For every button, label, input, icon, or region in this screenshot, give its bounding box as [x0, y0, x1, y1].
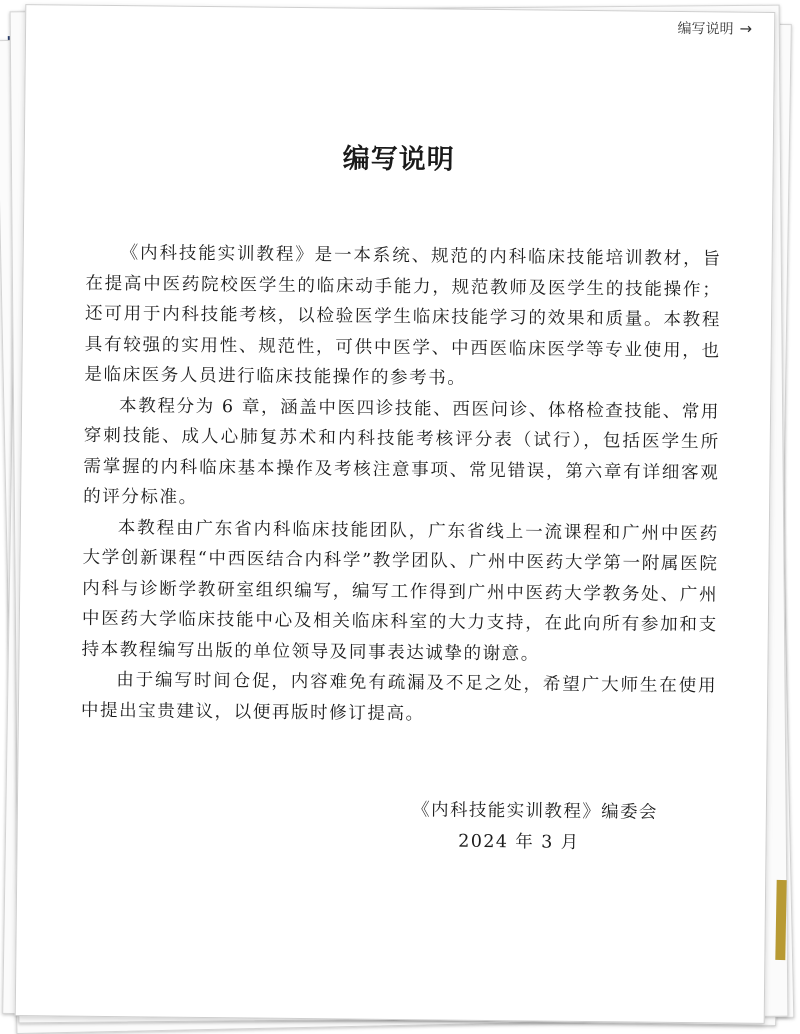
body-text — [81, 238, 722, 733]
document-page — [15, 4, 776, 1024]
page-title: 编写说明 — [342, 143, 455, 176]
paragraph: 本教程由广东省内科临床技能团队，广东省线上一流课程和广州中医药大学创新课程“中西医结合内科学”教学团队、广州中医药大学第一附属医院内科与诊断学教研室组织编写，编写工作得到广州中医药大学教务处、广州中医药大学临床技能中心及相关临床科室的大力支持，在此向所有参加和支持本教程编写出版的单位领导及同事表达诚挚的谢意。 — [81, 517, 719, 665]
book-cover-edge — [775, 880, 786, 960]
running-header-label: 编写说明 — [677, 20, 734, 38]
paragraph: 《内科技能实训教程》是一本系统、规范的内科临床技能培训教材，旨在提高中医药院校医学生的临床动手能力，规范教师及医学生的技能操作；还可用于内科技能考核，以检验医学生临床技能学习的效果和质量。本教程具有较强的实用性、规范性，可供中医学、中西医临床医学等专业使用，也是临床医务人员进行临床技能操作的参考书。 — [84, 243, 722, 389]
signature-block — [17, 791, 658, 860]
arrow-right-icon: → — [739, 19, 753, 38]
editorial-committee: 《内科技能实训教程》编委会 — [412, 800, 658, 823]
running-header — [677, 18, 752, 39]
paragraph: 本教程分为 6 章，涵盖中医四诊技能、西医问诊、体格检查技能、常用穿刺技能、成人心肺复苏术和内科技能考核评分表（试行），包括医学生所需掌握的内科临床基本操作及考核注意事项、常见错误，第六章有详细客观的评分标准。 — [83, 395, 721, 508]
paragraph: 由于编写时间仓促，内容难免有疏漏及不足之处，希望广大师生在使用中提出宝贵建议，以便再版时修订提高。 — [80, 670, 718, 724]
signature-date: 2024 年 3 月 — [458, 831, 580, 853]
